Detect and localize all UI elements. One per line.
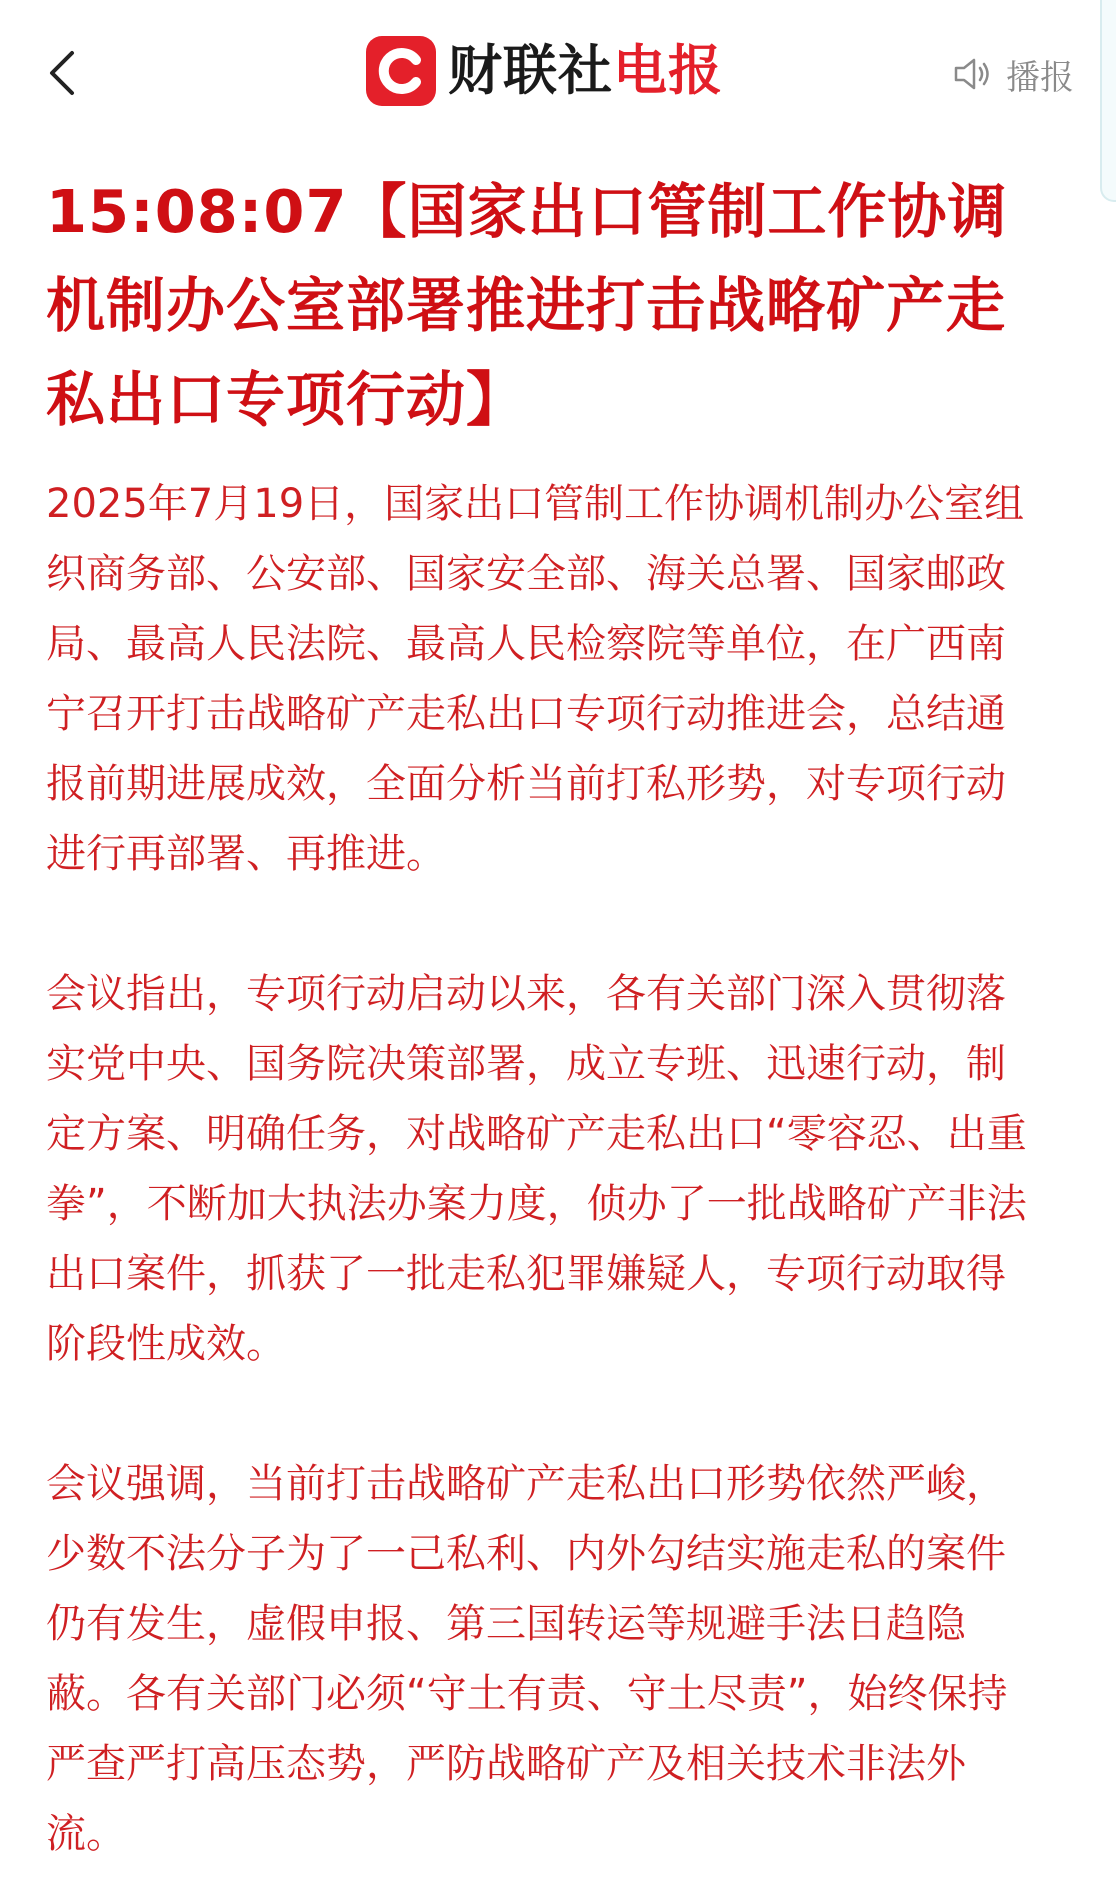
- article-paragraph: 2025年7月19日，国家出口管制工作协调机制办公室组织商务部、公安部、国家安全部、海关总署、国家邮政局、最高人民法院、最高人民检察院等单位，在广西南宁召开打击战略矿产走私出口专项行动推进会，总结通报前期进展成效，全面分析当前打私形势，对专项行动进行再部署、再推进。: [46, 481, 1025, 877]
- cls-logo-icon: [366, 36, 436, 106]
- brand-logo: [366, 36, 723, 106]
- article-paragraph: 会议指出，专项行动启动以来，各有关部门深入贯彻落实党中央、国务院决策部署，成立专班、迅速行动，制定方案、明确任务，对战略矿产走私出口“零容忍、出重拳”，不断加大执法办案力度，侦办了一批战略矿产非法出口案件，抓获了一批走私犯罪嫌疑人，专项行动取得阶段性成效。: [46, 971, 1027, 1367]
- broadcast-button[interactable]: [950, 44, 1074, 104]
- article: [46, 165, 1041, 1869]
- top-bar: [0, 0, 1116, 150]
- speaker-icon: [950, 52, 994, 96]
- chevron-left-icon: [47, 49, 77, 97]
- article-paragraph: 会议强调，当前打击战略矿产走私出口形势依然严峻，少数不法分子为了一己私利、内外勾结实施走私的案件仍有发生，虚假申报、第三国转运等规避手法日趋隐蔽。各有关部门必须“守土有责、守土尽责”，始终保持严查严打高压态势，严防战略矿产及相关技术非法外流。: [46, 1461, 1008, 1857]
- article-title: 15:08:07【国家出口管制工作协调机制办公室部署推进打击战略矿产走私出口专项行动】: [46, 177, 1008, 434]
- brand-prefix: 财联社: [448, 39, 613, 102]
- brand-suffix: 电报: [613, 39, 723, 102]
- back-button[interactable]: [40, 38, 84, 108]
- broadcast-label: 播报: [1006, 57, 1074, 98]
- side-edge-handle[interactable]: [1100, 0, 1116, 202]
- brand-name: [448, 36, 723, 106]
